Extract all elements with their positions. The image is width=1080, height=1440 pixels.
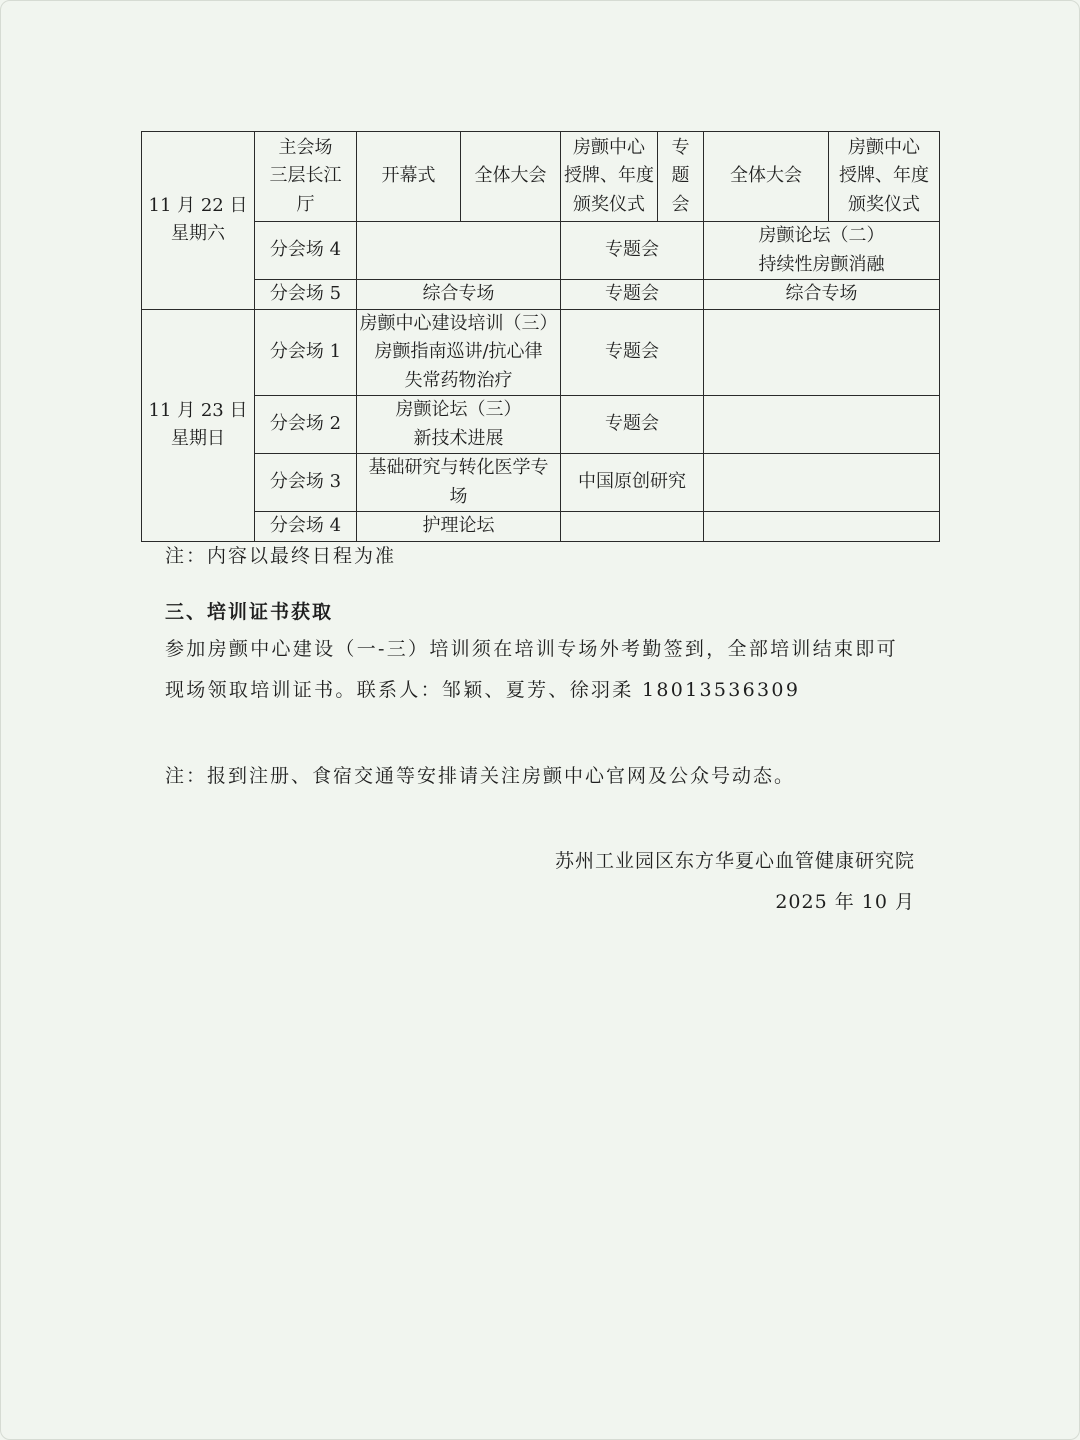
session-cell: 专题会 <box>561 222 704 280</box>
venue-cell: 分会场 4 <box>255 512 357 542</box>
session-cell: 中国原创研究 <box>561 454 704 512</box>
venue-cell: 分会场 5 <box>255 280 357 310</box>
venue-cell: 分会场 4 <box>255 222 357 280</box>
bottom-note: 注：报到注册、食宿交通等安排请关注房颤中心官网及公众号动态。 <box>165 765 796 787</box>
signature-org: 苏州工业园区东方华夏心血管健康研究院 <box>554 850 915 872</box>
session-cell: 专 题 会 <box>658 132 704 222</box>
section-heading: 三、培训证书获取 <box>165 601 334 623</box>
schedule-row-day1-sub5 <box>142 280 940 310</box>
session-cell: 全体大会 <box>461 132 561 222</box>
session-cell: 综合专场 <box>704 280 940 310</box>
date-cell-day1: 11 月 22 日 星期六 <box>142 132 255 310</box>
session-cell: 全体大会 <box>704 132 829 222</box>
session-cell: 专题会 <box>561 309 704 396</box>
session-cell: 房颤中心建设培训（三） 房颤指南巡讲/抗心律 失常药物治疗 <box>357 309 561 396</box>
schedule-row-day2-sub4 <box>142 512 940 542</box>
paragraph-line: 现场领取培训证书。联系人：邹颖、夏芳、徐羽柔 18013536309 <box>165 679 801 701</box>
session-cell: 专题会 <box>561 280 704 310</box>
venue-cell: 分会场 1 <box>255 309 357 396</box>
session-cell: 开幕式 <box>357 132 461 222</box>
session-cell <box>704 512 940 542</box>
session-cell: 房颤论坛（二） 持续性房颤消融 <box>704 222 940 280</box>
schedule-table <box>141 131 940 542</box>
venue-cell: 分会场 2 <box>255 396 357 454</box>
session-cell: 专题会 <box>561 396 704 454</box>
session-cell: 综合专场 <box>357 280 561 310</box>
session-cell <box>704 396 940 454</box>
session-cell: 房颤中心 授牌、年度 颁奖仪式 <box>561 132 658 222</box>
session-cell <box>357 222 561 280</box>
session-cell <box>704 454 940 512</box>
session-cell <box>704 309 940 396</box>
venue-cell: 主会场 三层长江 厅 <box>255 132 357 222</box>
section-paragraph <box>165 629 925 711</box>
schedule-row-day2-sub3 <box>142 454 940 512</box>
schedule-row-day2-sub1 <box>142 309 940 396</box>
date-cell-day2: 11 月 23 日 星期日 <box>142 309 255 541</box>
paragraph-line: 参加房颤中心建设（一-三）培训须在培训专场外考勤签到，全部培训结束即可 <box>165 638 898 660</box>
session-cell: 护理论坛 <box>357 512 561 542</box>
schedule-row-day2-sub2 <box>142 396 940 454</box>
session-cell: 房颤中心 授牌、年度 颁奖仪式 <box>829 132 940 222</box>
table-note: 注：内容以最终日程为准 <box>165 545 397 567</box>
session-cell: 基础研究与转化医学专 场 <box>357 454 561 512</box>
schedule-row-day1-sub4 <box>142 222 940 280</box>
venue-cell: 分会场 3 <box>255 454 357 512</box>
schedule-row-day1-main <box>142 132 940 222</box>
session-cell: 房颤论坛（三） 新技术进展 <box>357 396 561 454</box>
signature-date: 2025 年 10 月 <box>775 891 915 913</box>
session-cell <box>561 512 704 542</box>
